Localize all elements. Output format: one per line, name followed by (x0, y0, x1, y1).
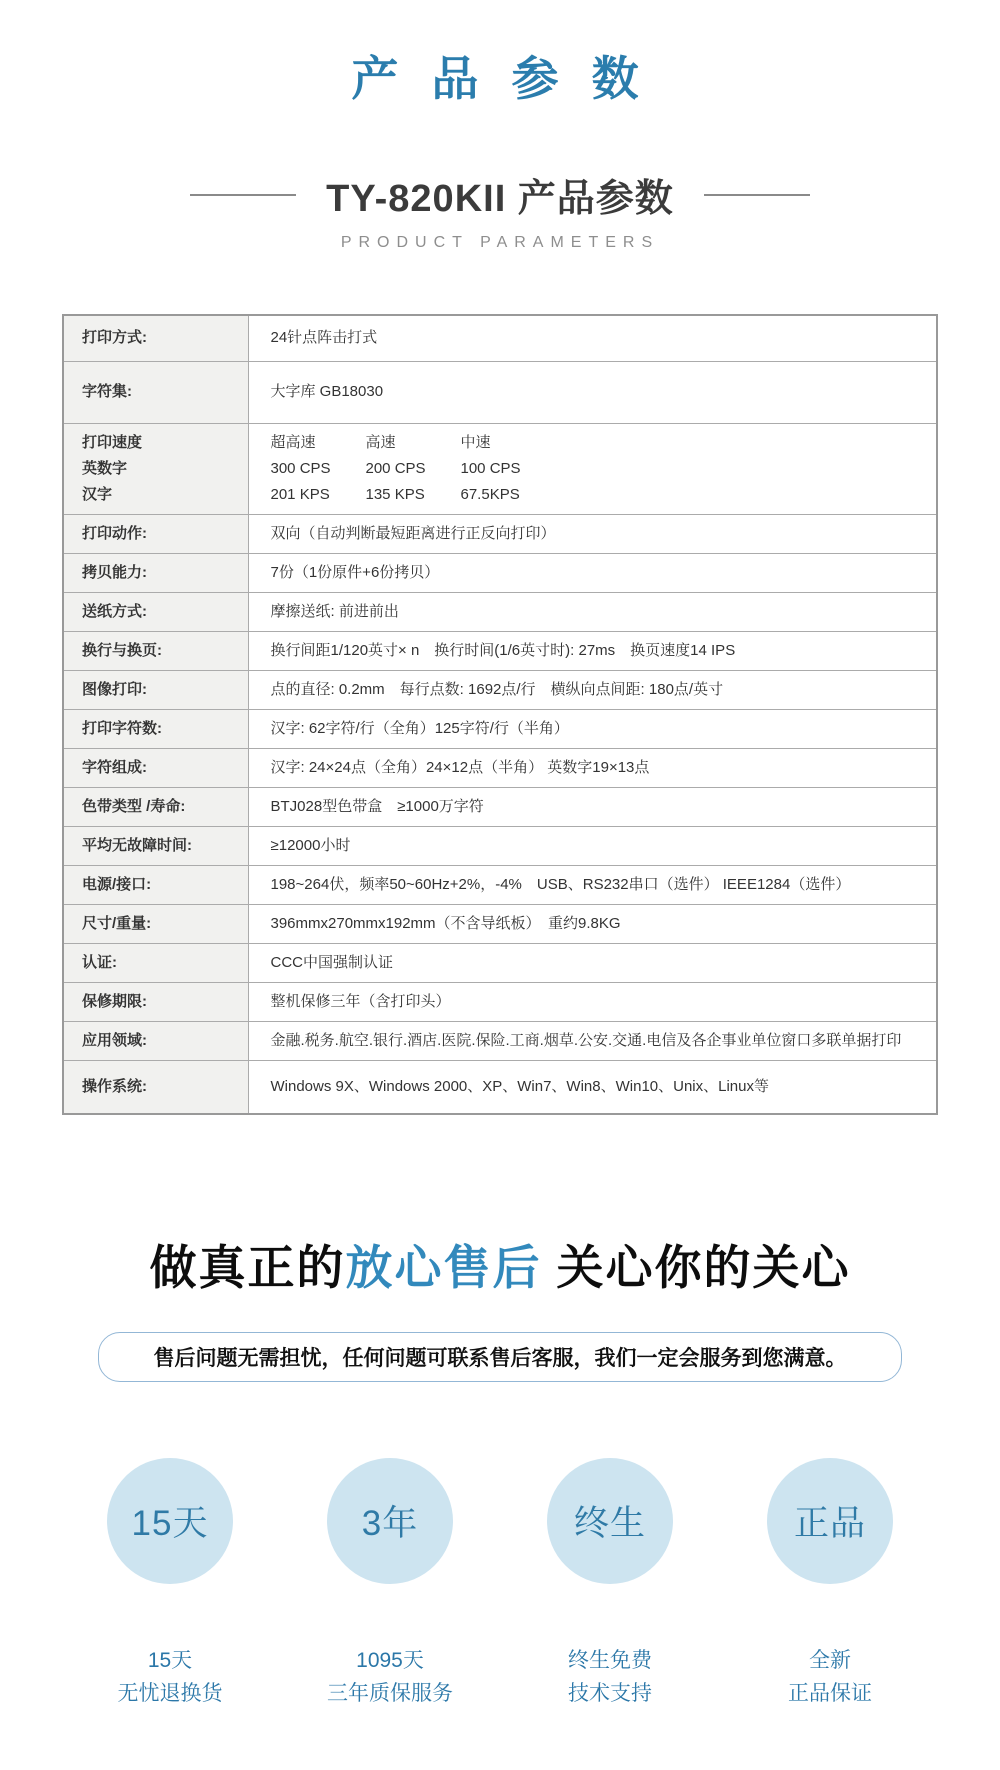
spec-label: 认证: (63, 943, 248, 982)
spec-label: 打印动作: (63, 514, 248, 553)
service-badge-caption: 1095天 三年质保服务 (327, 1649, 453, 1705)
aftersale-heading-prefix: 做真正的 (149, 1241, 346, 1294)
spec-label: 打印字符数: (63, 709, 248, 748)
service-badge (60, 1458, 280, 1710)
aftersale-heading (0, 1231, 1000, 1298)
spec-row (63, 1021, 937, 1060)
spec-value: Windows 9X、Windows 2000、XP、Win7、Win8、Win10、Unix、Linux等 (248, 1060, 937, 1114)
spec-value: 整机保修三年（含打印头） (248, 982, 937, 1021)
spec-row (63, 904, 937, 943)
spec-row (63, 1060, 937, 1114)
spec-row (63, 361, 937, 423)
spec-label: 电源/接口: (63, 865, 248, 904)
spec-value: 点的直径: 0.2mm 每行点数: 1692点/行 横纵向点间距: 180点/英寸 (248, 670, 937, 709)
spec-value: 汉字: 62字符/行（全角）125字符/行（半角） (248, 709, 937, 748)
section-title: TY-820KII 产品参数 (326, 178, 674, 220)
spec-label: 应用领域: (63, 1021, 248, 1060)
spec-label: 打印方式: (63, 315, 248, 361)
service-badge-caption: 终生免费 技术支持 (568, 1649, 652, 1705)
service-badge-circle: 终生 (547, 1458, 673, 1584)
spec-row (63, 315, 937, 361)
spec-table-wrap (62, 314, 938, 1115)
spec-row (63, 553, 937, 592)
spec-value: 汉字: 24×24点（全角）24×12点（半角） 英数字19×13点 (248, 748, 937, 787)
spec-value: ≥12000小时 (248, 826, 937, 865)
service-badge-circle: 3年 (327, 1458, 453, 1584)
title-rule-right (704, 194, 810, 196)
spec-table (62, 314, 938, 1115)
spec-value: 双向（自动判断最短距离进行正反向打印） (248, 514, 937, 553)
spec-label: 字符组成: (63, 748, 248, 787)
section-title-row (0, 167, 1000, 222)
aftersale-heading-highlight: 放心售后 (345, 1241, 542, 1294)
spec-value: 24针点阵击打式 (248, 315, 937, 361)
title-rule-left (190, 194, 296, 196)
spec-label: 送纸方式: (63, 592, 248, 631)
spec-value: 超高速 高速 中速 300 CPS 200 CPS 100 CPS 201 KPS 135 KPS 67.5KPS (248, 423, 937, 514)
service-badge-caption: 全新 正品保证 (788, 1649, 872, 1705)
spec-row (63, 982, 937, 1021)
spec-label: 拷贝能力: (63, 553, 248, 592)
spec-label: 操作系统: (63, 1060, 248, 1114)
spec-value: 7份（1份原件+6份拷贝） (248, 553, 937, 592)
spec-value: 大字库 GB18030 (248, 361, 937, 423)
spec-value: 摩擦送纸: 前进前出 (248, 592, 937, 631)
spec-label: 字符集: (63, 361, 248, 423)
service-badge-circle: 15天 (107, 1458, 233, 1584)
service-badge (720, 1458, 940, 1710)
spec-row (63, 826, 937, 865)
spec-label: 色带类型 /寿命: (63, 787, 248, 826)
spec-label: 打印速度 英数字 汉字 (63, 423, 248, 514)
spec-label: 尺寸/重量: (63, 904, 248, 943)
section-subtitle: PRODUCT PARAMETERS (340, 234, 660, 251)
spec-row (63, 865, 937, 904)
spec-value: 198~264伏，频率50~60Hz+2%，-4% USB、RS232串口（选件） IEEE1284（选件） (248, 865, 937, 904)
spec-value: CCC中国强制认证 (248, 943, 937, 982)
spec-label: 平均无故障时间: (63, 826, 248, 865)
spec-row (63, 748, 937, 787)
spec-row (63, 670, 937, 709)
spec-row (63, 787, 937, 826)
spec-row (63, 943, 937, 982)
spec-row (63, 709, 937, 748)
spec-row (63, 423, 937, 514)
aftersale-heading-suffix: 关心你的关心 (541, 1241, 851, 1294)
spec-value: 金融.税务.航空.银行.酒店.医院.保险.工商.烟草.公安.交通.电信及各企事业单位窗口多联单据打印 (248, 1021, 937, 1060)
spec-label: 换行与换页: (63, 631, 248, 670)
spec-table-body (63, 315, 937, 1114)
aftersale-notice-box: 售后问题无需担忧，任何问题可联系售后客服，我们一定会服务到您满意。 (98, 1332, 902, 1382)
spec-value: 396mmx270mmx192mm（不含导纸板） 重约9.8KG (248, 904, 937, 943)
spec-label: 图像打印: (63, 670, 248, 709)
service-badge (500, 1458, 720, 1710)
page-title: 产 品 参 数 (351, 52, 649, 105)
spec-value: BTJ028型色带盒 ≥1000万字符 (248, 787, 937, 826)
service-badges (60, 1458, 940, 1710)
spec-row (63, 592, 937, 631)
spec-row (63, 514, 937, 553)
service-badge-circle: 正品 (767, 1458, 893, 1584)
spec-label: 保修期限: (63, 982, 248, 1021)
spec-row (63, 631, 937, 670)
service-badge-caption: 15天 无忧退换货 (117, 1649, 223, 1705)
spec-value: 换行间距1/120英寸× n 换行时间(1/6英寸时): 27ms 换页速度14 IPS (248, 631, 937, 670)
service-badge (280, 1458, 500, 1710)
